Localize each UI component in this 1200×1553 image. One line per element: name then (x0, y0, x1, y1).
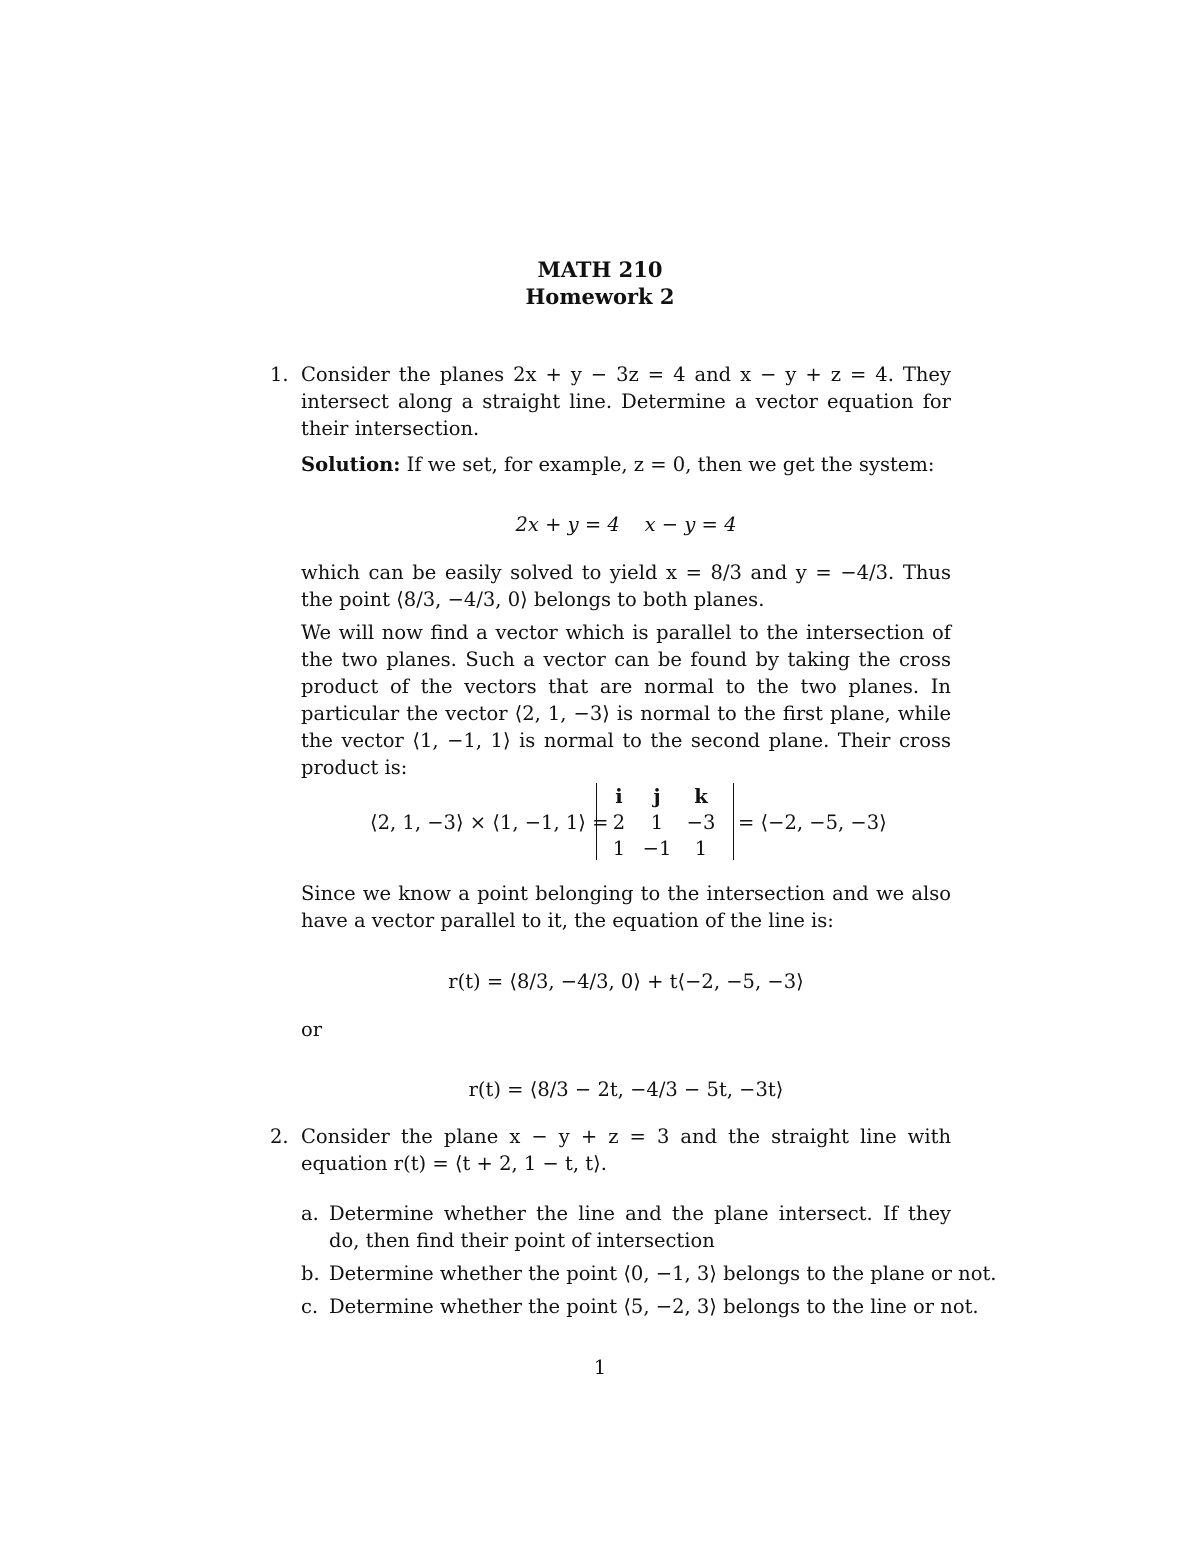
part-b-text: Determine whether the point ⟨0, −1, 3⟩ belongs to the plane or not. (329, 1262, 997, 1285)
problem-1-number: 1. (270, 363, 289, 386)
problem-1-statement: Consider the planes 2x + y − 3z = 4 and x − y + z = 4. They intersect along a straight line. Determine a vector equation for their intersection. (301, 363, 951, 440)
det-k: k (694, 785, 708, 808)
solved-paragraph: which can be easily solved to yield x = 8/3 and y = −4/3. Thus the point ⟨8/3, −4/3, 0⟩ belongs to both planes. (301, 561, 951, 611)
part-a-label: a. (301, 1202, 319, 1225)
system-equations: 2x + y = 4 x − y = 4 (515, 513, 737, 536)
solution-label: Solution: (301, 453, 401, 476)
line-equation-2: r(t) = ⟨8/3 − 2t, −4/3 − 5t, −3t⟩ (468, 1078, 784, 1101)
det-j: j (653, 785, 661, 808)
solution-intro (301, 451, 951, 478)
det-r3c3: 1 (694, 837, 708, 860)
det-r2c1: 2 (612, 811, 626, 834)
part-c-text: Determine whether the point ⟨5, −2, 3⟩ belongs to the line or not. (329, 1295, 979, 1318)
cross-product-lhs: ⟨2, 1, −3⟩ × ⟨1, −1, 1⟩ = (370, 811, 609, 834)
line-equation-1: r(t) = ⟨8/3, −4/3, 0⟩ + t⟨−2, −5, −3⟩ (448, 970, 804, 993)
part-c-label: c. (301, 1295, 319, 1318)
cross-product-result: = ⟨−2, −5, −3⟩ (738, 811, 887, 834)
assignment-title: Homework 2 (525, 284, 675, 309)
solution-intro-text: If we set, for example, z = 0, then we get the system: (400, 453, 935, 476)
parallel-paragraph: We will now find a vector which is parallel to the intersection of the two planes. Such a vector can be found by taking the cross product of the vectors that are normal to the two planes. In particular the vector ⟨2, 1, −3⟩ is normal to the first plane, while the vector ⟨1, −1, 1⟩ is normal to the second plane. Their cross product is: (301, 621, 951, 779)
det-r2c2: 1 (650, 811, 664, 834)
course-title: MATH 210 (537, 257, 663, 282)
problem-2-statement: Consider the plane x − y + z = 3 and the straight line with equation r(t) = ⟨t + 2, 1 − t, t⟩. (301, 1125, 951, 1175)
det-r2c3: −3 (686, 811, 716, 834)
page-number: 1 (593, 1356, 607, 1379)
line-paragraph: Since we know a point belonging to the intersection and we also have a vector parallel to it, the equation of the line is: (301, 882, 951, 932)
determinant-matrix (596, 783, 734, 860)
problem-2-number: 2. (270, 1125, 289, 1148)
part-a-text: Determine whether the line and the plane intersect. If they do, then find their point of intersection (329, 1202, 951, 1252)
det-i: i (615, 785, 623, 808)
part-b-label: b. (301, 1262, 320, 1285)
det-r3c2: −1 (642, 837, 672, 860)
det-r3c1: 1 (612, 837, 626, 860)
or-text: or (301, 1018, 323, 1041)
